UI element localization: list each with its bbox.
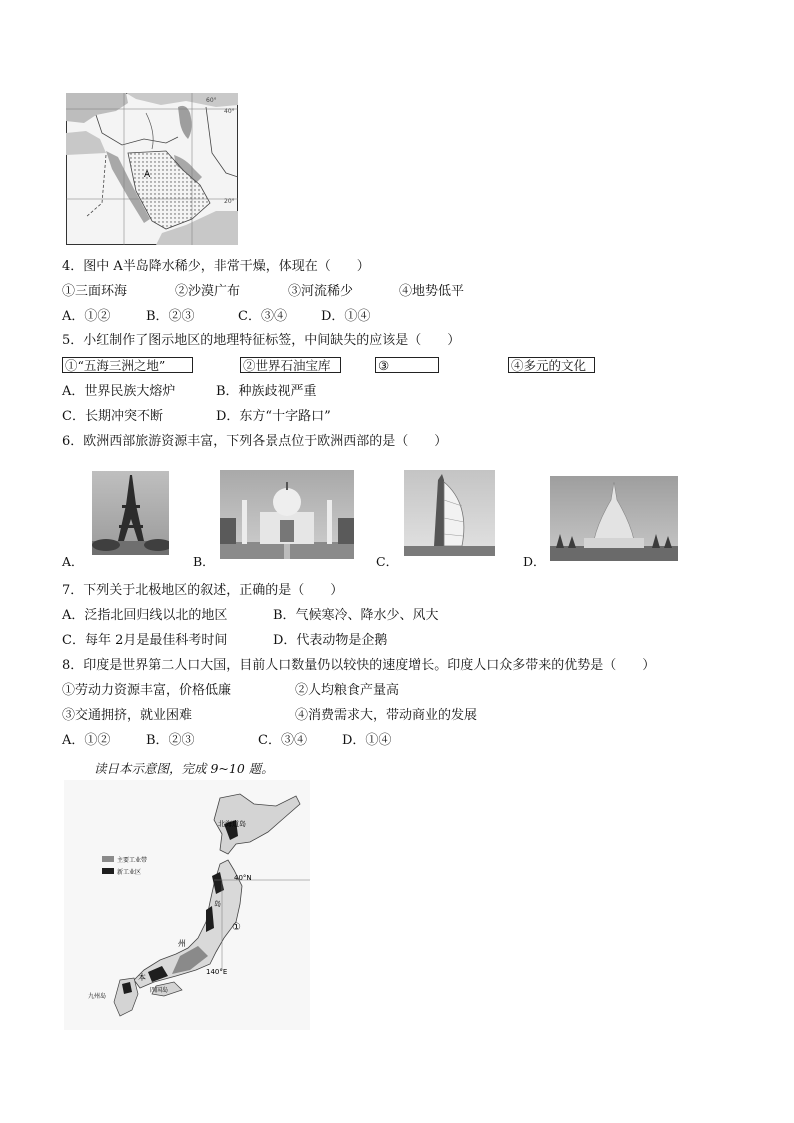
q4-choice-b: B．②③ <box>146 309 195 324</box>
q5-choice-b: B．种族歧视严重 <box>216 384 317 399</box>
lat-60-label: 60° <box>206 97 217 104</box>
eiffel-tower-photo <box>92 471 169 555</box>
q4-item-1: ①三面环海 <box>62 284 128 299</box>
q7-choice-a: A．泛指北回归线以北的地区 <box>62 608 228 623</box>
taj-mahal-photo <box>220 470 354 559</box>
q5-tag-2: ②世界石油宝库 <box>240 357 341 373</box>
peninsula-label-a: A <box>144 170 151 180</box>
q8-choice-b: B．②③ <box>146 733 195 748</box>
q7-choice-d: D．代表动物是企鹅 <box>273 633 388 648</box>
q8-stem: 8．印度是世界第二人口大国，目前人口数量仍以较快的速度增长。印度人口众多带来的优势是（ ） <box>62 658 656 673</box>
q8-choice-a: A．①② <box>62 733 111 748</box>
pagoda-photo <box>550 476 678 561</box>
label-island-char: 岛 <box>214 900 221 908</box>
q8-item-3: ③交通拥挤，就业困难 <box>62 708 193 723</box>
legend-label-new: 新工业区 <box>117 869 142 876</box>
q7-stem: 7．下列关于北极地区的叙述，正确的是（ ） <box>62 583 344 598</box>
q5-stem: 5．小红制作了图示地区的地理特征标签，中间缺失的应该是（ ） <box>62 333 461 348</box>
label-lat-40: 40°N <box>234 874 252 882</box>
q5-choice-a: A．世界民族大熔炉 <box>62 384 176 399</box>
q4-item-4: ④地势低平 <box>399 284 465 299</box>
label-lon-140: 140°E <box>206 968 228 976</box>
q8-item-1: ①劳动力资源丰富，价格低廉 <box>62 683 232 698</box>
label-shikoku: 四国岛 <box>150 987 169 994</box>
burj-al-arab-photo <box>404 470 495 556</box>
label-hon: 本 <box>138 973 146 982</box>
q4-stem: 4．图中 A半岛降水稀少，非常干燥，体现在（ ） <box>62 259 370 274</box>
legend-label-main: 主要工业带 <box>117 857 148 864</box>
section-intro: 读日本示意图，完成 9~10 题。 <box>94 761 274 776</box>
q6-label-c: C． <box>376 554 399 569</box>
japan-map-drawing <box>64 780 310 1030</box>
q6-stem: 6．欧洲西部旅游资源丰富，下列各景点位于欧洲西部的是（ ） <box>62 434 448 449</box>
q6-label-a: A． <box>62 554 84 569</box>
q7-choice-c: C．每年 2月是最佳科考时间 <box>62 633 228 648</box>
q4-choice-d: D．①④ <box>321 309 371 324</box>
q4-choice-c: C．③④ <box>238 309 287 324</box>
japan-map <box>64 780 310 1030</box>
q8-choice-d: D．①④ <box>342 733 392 748</box>
q4-item-3: ③河流稀少 <box>288 284 354 299</box>
q5-choice-c: C．长期冲突不断 <box>62 409 163 424</box>
label-kyushu: 九州岛 <box>88 993 107 1000</box>
q4-item-2: ②沙漠广布 <box>175 284 241 299</box>
middle-east-map <box>66 93 238 245</box>
label-circle-1: ① <box>232 922 241 933</box>
q5-tag-4: ④多元的文化 <box>508 357 595 373</box>
q7-choice-b: B．气候寒冷、降水少、风大 <box>273 608 439 623</box>
lat-40-label: 40° <box>224 108 235 115</box>
q4-choice-a: A．①② <box>62 309 111 324</box>
label-hokkaido: 北海道岛 <box>218 820 246 828</box>
q8-item-4: ④消费需求大，带动商业的发展 <box>295 708 478 723</box>
middle-east-map-drawing <box>66 93 238 245</box>
q6-label-d: D． <box>523 554 546 569</box>
q8-choice-c: C．③④ <box>258 733 307 748</box>
q5-tag-3: ③ <box>375 357 439 373</box>
label-honshu: 州 <box>178 939 186 948</box>
q5-tag-1: ①“五海三洲之地” <box>62 357 193 373</box>
q5-choice-d: D．东方“十字路口” <box>216 409 331 424</box>
q5-tags <box>62 357 602 375</box>
legend-swatch-new <box>102 868 114 874</box>
q8-item-2: ②人均粮食产量高 <box>295 683 400 698</box>
legend-swatch-main <box>102 856 114 862</box>
q6-label-b: B． <box>193 554 215 569</box>
lat-20-label: 20° <box>224 198 235 205</box>
